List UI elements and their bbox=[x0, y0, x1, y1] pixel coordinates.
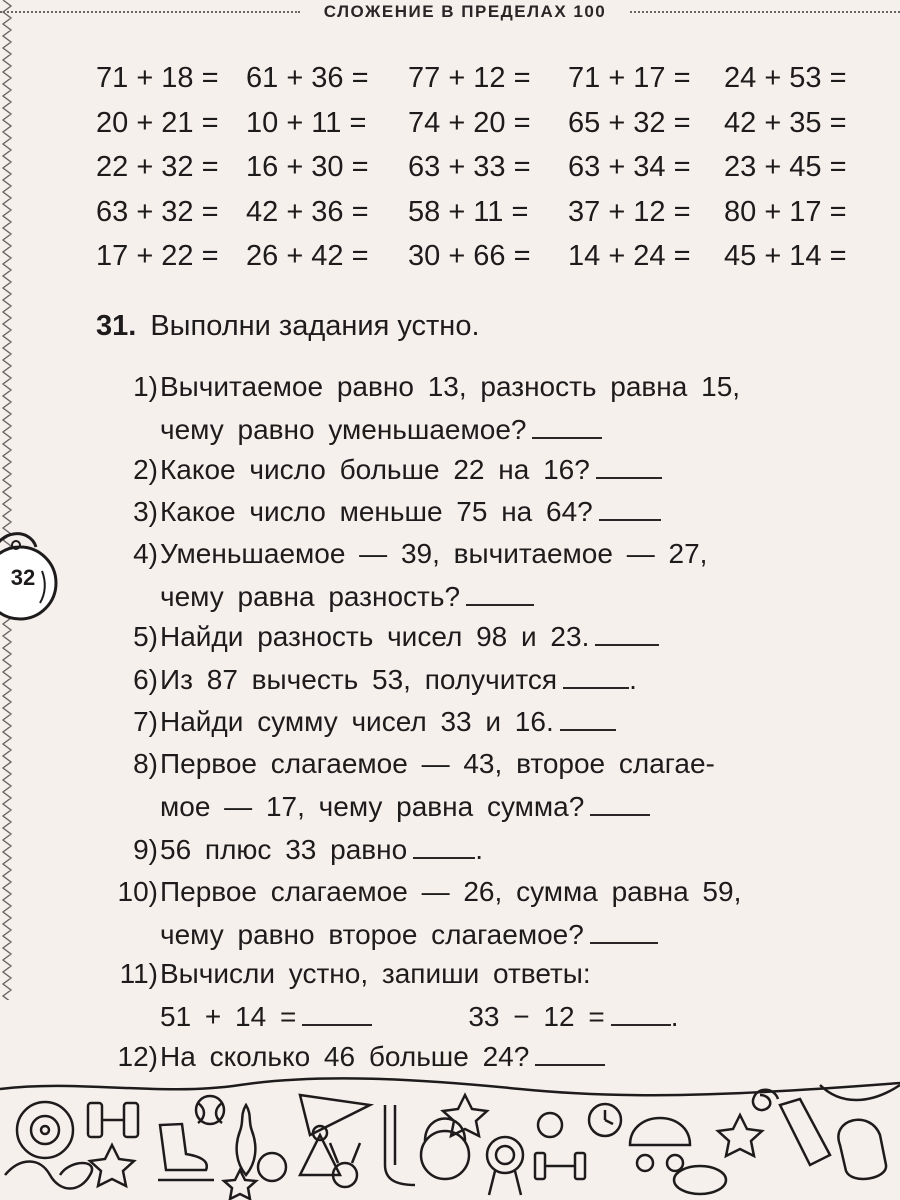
item-text-continued: чему равна разность? bbox=[160, 581, 461, 612]
equation: 63 + 33 = bbox=[408, 151, 531, 183]
equation-row bbox=[96, 101, 856, 146]
equation: 23 + 45 = bbox=[724, 151, 847, 183]
item-number: 12) bbox=[117, 1041, 158, 1072]
equation: 22 + 32 = bbox=[96, 151, 219, 183]
item-text: Вычисли устно, запиши ответы: bbox=[160, 958, 591, 989]
equation: 20 + 21 = bbox=[96, 106, 219, 139]
answer-blank[interactable] bbox=[535, 1040, 605, 1066]
answer-blank[interactable] bbox=[590, 790, 650, 816]
expression: 33 − 12 = bbox=[468, 1001, 605, 1032]
equation: 61 + 36 = bbox=[246, 62, 369, 94]
item-text-continued: чему равно второе слагаемое? bbox=[160, 919, 584, 950]
item-text: 56 плюс 33 равно bbox=[160, 834, 408, 865]
answer-blank[interactable] bbox=[596, 453, 662, 479]
equation: 24 + 53 = bbox=[724, 62, 847, 94]
item-text-continued: мое — 17, чему равна сумма? bbox=[160, 791, 585, 822]
task-item bbox=[100, 490, 820, 533]
task-item bbox=[100, 658, 820, 701]
answer-blank[interactable] bbox=[599, 495, 661, 521]
answer-blank[interactable] bbox=[595, 620, 659, 646]
item-number: 3) bbox=[133, 496, 158, 527]
task-item bbox=[100, 448, 820, 491]
item-number: 9) bbox=[133, 834, 158, 865]
answer-blank[interactable] bbox=[560, 705, 616, 731]
equation: 14 + 24 = bbox=[568, 240, 691, 272]
sports-doodle-border-icon bbox=[0, 1075, 900, 1200]
item-number: 6) bbox=[133, 664, 158, 695]
equation-row bbox=[96, 56, 856, 101]
equation-grid bbox=[96, 56, 856, 279]
equation-row bbox=[96, 145, 856, 190]
item-number: 7) bbox=[133, 706, 158, 737]
item-text: Найди разность чисел 98 и 23. bbox=[160, 621, 590, 652]
task-item bbox=[100, 1035, 820, 1078]
item-text: На сколько 46 больше 24? bbox=[160, 1041, 530, 1072]
item-text: Найди сумму чисел 33 и 16. bbox=[160, 706, 554, 737]
item-number: 1) bbox=[133, 371, 158, 402]
equation: 71 + 17 = bbox=[568, 62, 691, 94]
equation: 30 + 66 = bbox=[408, 240, 531, 272]
equation: 63 + 32 = bbox=[96, 195, 219, 228]
equation: 80 + 17 = bbox=[724, 195, 847, 228]
equation: 17 + 22 = bbox=[96, 240, 219, 272]
equation: 77 + 12 = bbox=[408, 62, 531, 94]
answer-blank[interactable] bbox=[302, 1000, 372, 1026]
item-number: 5) bbox=[133, 621, 158, 652]
equation: 74 + 20 = bbox=[408, 106, 531, 139]
header-divider-right bbox=[630, 11, 900, 13]
item-number: 11) bbox=[119, 958, 158, 989]
equation: 10 + 11 = bbox=[246, 106, 367, 139]
expression: 51 + 14 = bbox=[160, 1001, 297, 1032]
task-item bbox=[100, 365, 820, 451]
task-item bbox=[100, 952, 820, 1038]
item-text-continued: чему равно уменьшаемое? bbox=[160, 414, 527, 445]
item-number: 2) bbox=[133, 454, 158, 485]
task-item bbox=[100, 615, 820, 658]
punctuation: . bbox=[475, 834, 483, 865]
item-text: Первое слагаемое — 43, второе слагае- bbox=[160, 748, 715, 779]
item-text: Из 87 вычесть 53, получится bbox=[160, 664, 558, 695]
task-item bbox=[100, 700, 820, 743]
equation: 26 + 42 = bbox=[246, 240, 369, 272]
page-number: 32 bbox=[10, 565, 36, 590]
item-number: 4) bbox=[133, 538, 158, 569]
equation: 45 + 14 = bbox=[724, 240, 847, 272]
equation: 63 + 34 = bbox=[568, 151, 691, 183]
item-text: Какое число меньше 75 на 64? bbox=[160, 496, 593, 527]
equation: 58 + 11 = bbox=[408, 195, 529, 228]
equation-row bbox=[96, 190, 856, 235]
punctuation: . bbox=[670, 1001, 679, 1032]
page-header-title: СЛОЖЕНИЕ В ПРЕДЕЛАХ 100 bbox=[300, 2, 630, 22]
item-text: Вычитаемое равно 13, разность равна 15, bbox=[160, 371, 741, 402]
answer-blank[interactable] bbox=[466, 580, 534, 606]
punctuation: . bbox=[629, 664, 637, 695]
answer-blank[interactable] bbox=[563, 663, 629, 689]
task-item bbox=[100, 742, 820, 828]
item-text: Первое слагаемое — 26, сумма равна 59, bbox=[160, 876, 742, 907]
item-number: 10) bbox=[117, 876, 158, 907]
task-heading bbox=[96, 310, 480, 343]
equation: 71 + 18 = bbox=[96, 62, 219, 94]
task-number: 31. bbox=[96, 310, 137, 342]
equation-row bbox=[96, 234, 856, 279]
header-divider-left bbox=[0, 11, 300, 13]
task-item bbox=[100, 532, 820, 618]
equation: 65 + 32 = bbox=[568, 106, 691, 139]
answer-blank[interactable] bbox=[532, 413, 602, 439]
answer-blank[interactable] bbox=[590, 918, 658, 944]
answer-blank[interactable] bbox=[611, 1000, 671, 1026]
equation: 42 + 35 = bbox=[724, 106, 847, 139]
equation: 42 + 36 = bbox=[246, 195, 369, 228]
task-item bbox=[100, 870, 820, 956]
equation: 16 + 30 = bbox=[246, 151, 369, 183]
task-item bbox=[100, 828, 820, 871]
equation: 37 + 12 = bbox=[568, 195, 691, 228]
answer-blank[interactable] bbox=[413, 833, 475, 859]
zigzag-border-icon bbox=[0, 0, 14, 1000]
item-number: 8) bbox=[133, 748, 158, 779]
task-title: Выполни задания устно. bbox=[150, 310, 480, 342]
item-text: Уменьшаемое — 39, вычитаемое — 27, bbox=[160, 538, 708, 569]
item-text: Какое число больше 22 на 16? bbox=[160, 454, 590, 485]
